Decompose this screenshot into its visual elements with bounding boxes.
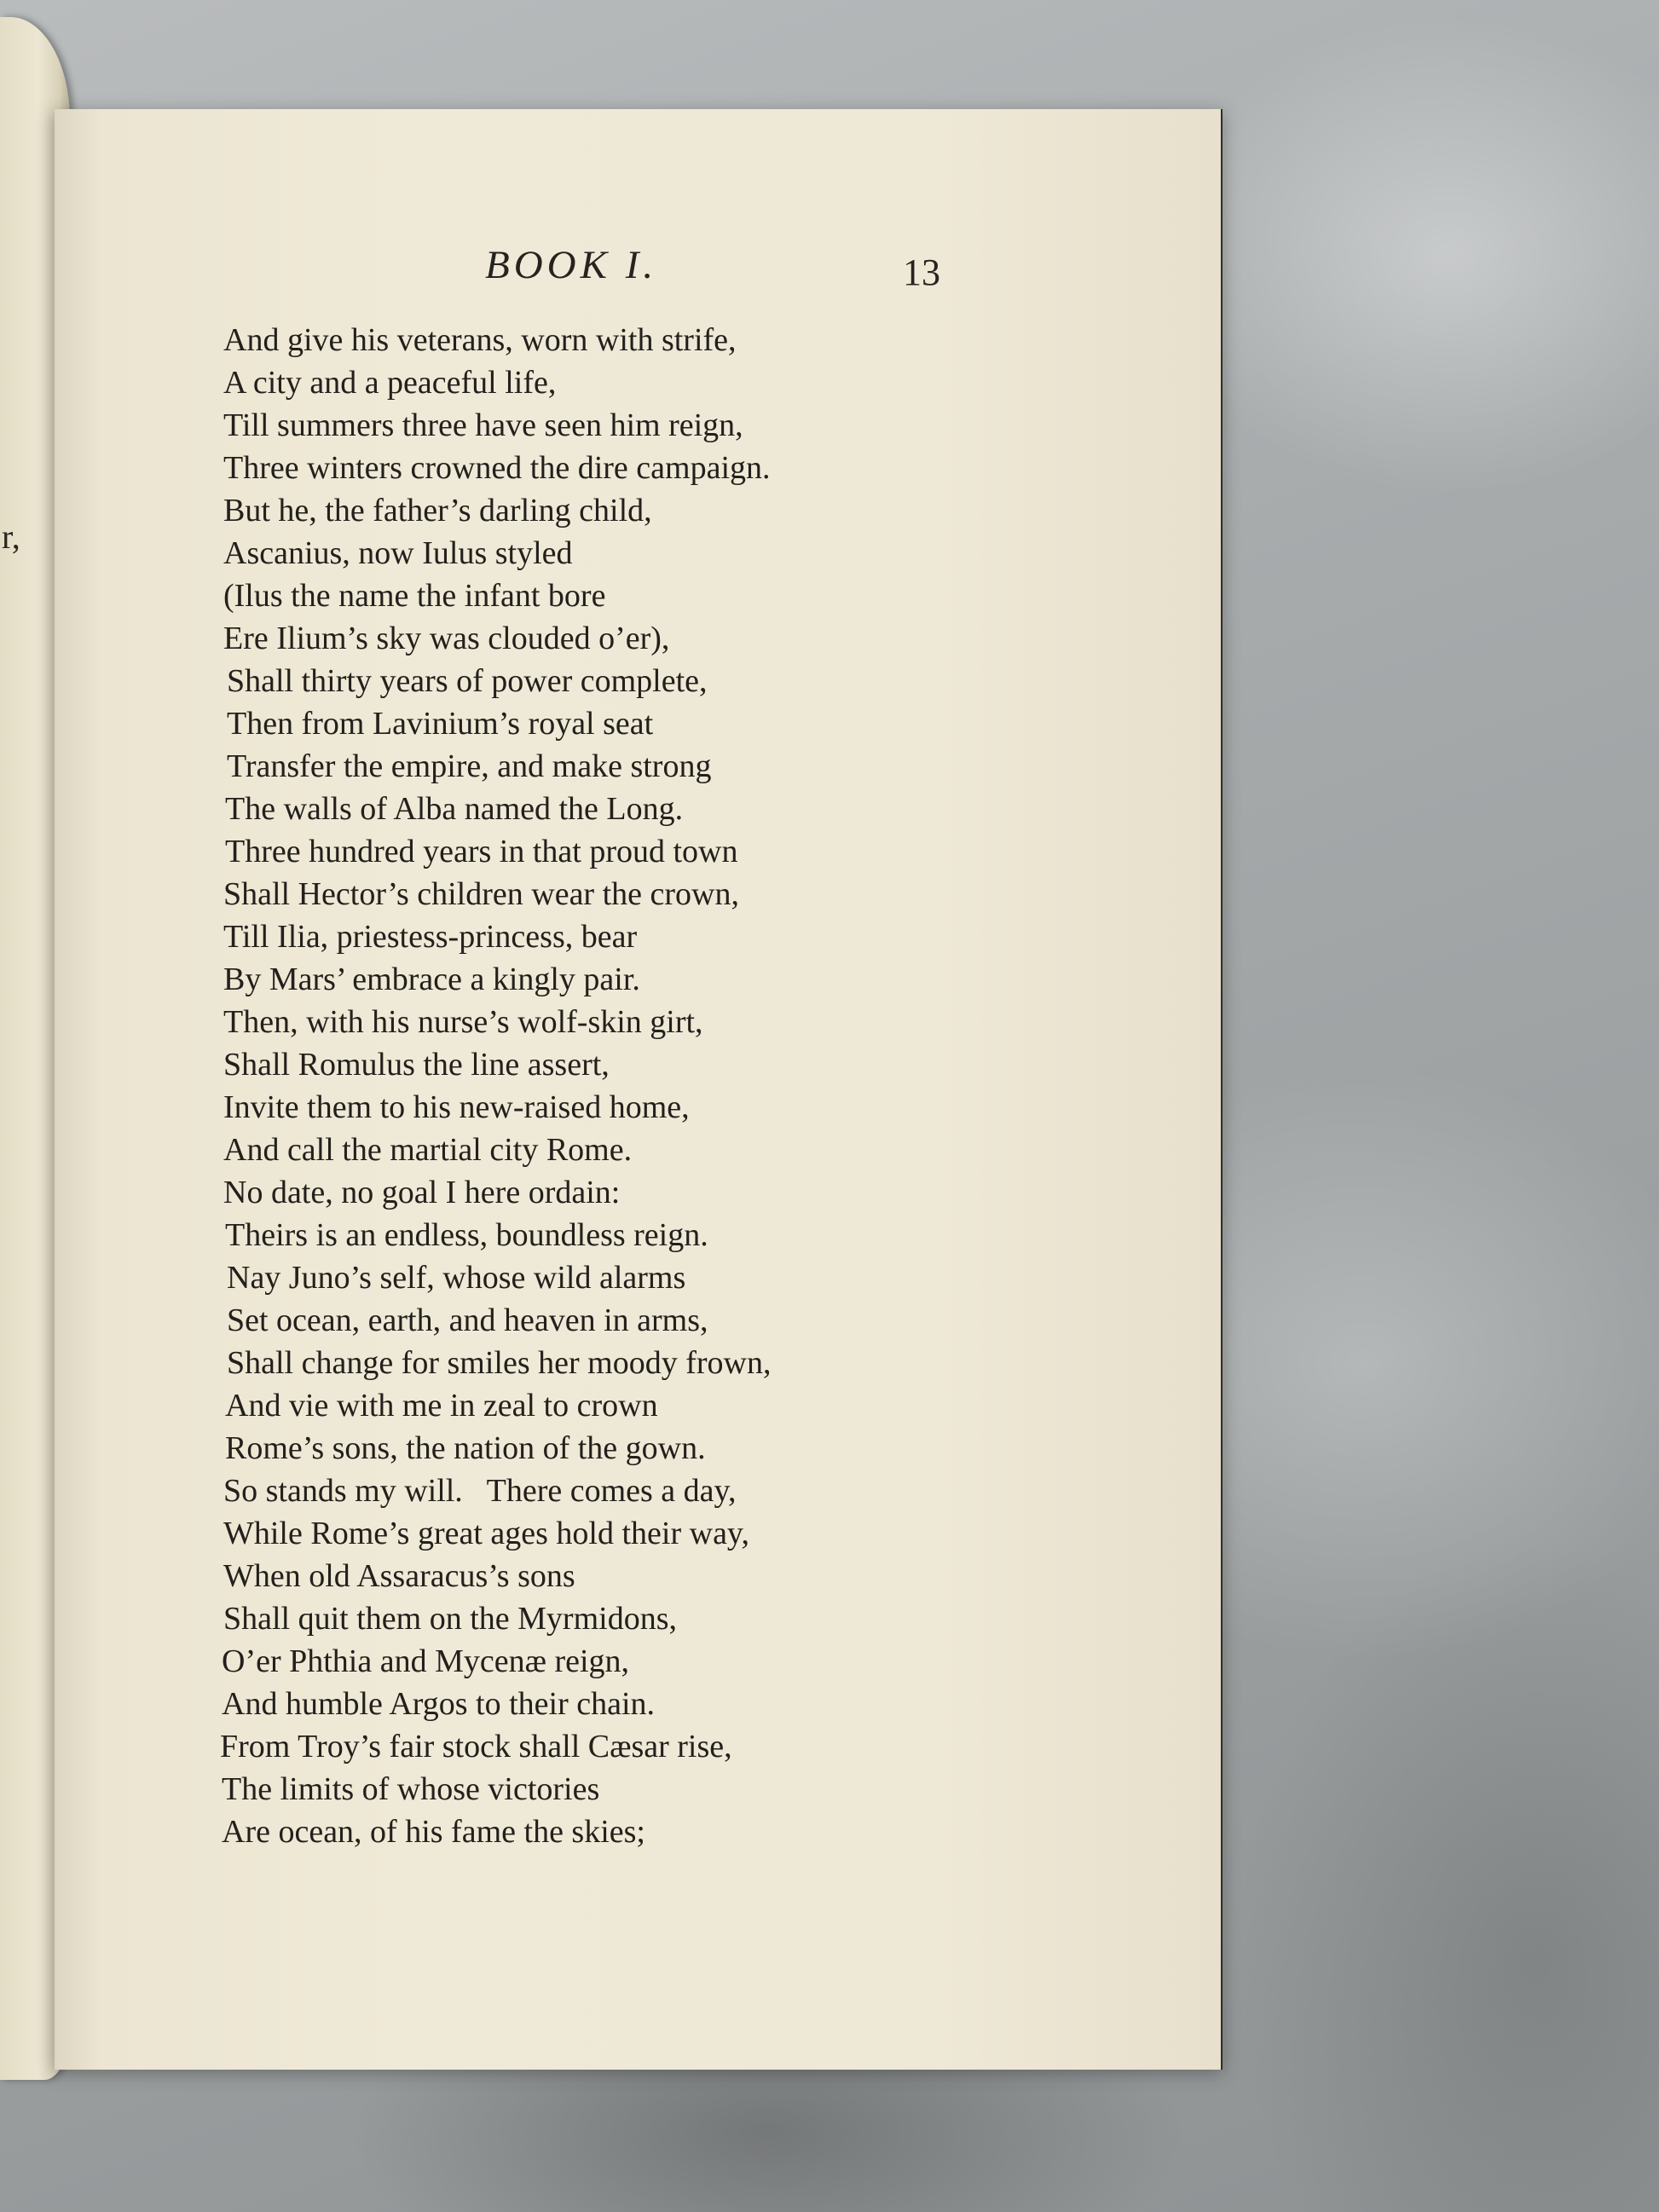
- verse-line: Set ocean, earth, and heaven in arms,: [227, 1302, 708, 1338]
- verse-line: And humble Argos to their chain.: [222, 1686, 656, 1722]
- verse-line: (Ilus the name the infant bore: [223, 578, 606, 614]
- verse-line: And call the martial city Rome.: [223, 1132, 633, 1168]
- verse-line: But he, the father’s darling child,: [223, 493, 652, 528]
- verse-line: So stands my will. There comes a day,: [223, 1473, 737, 1509]
- verse-line: By Mars’ embrace a kingly pair.: [223, 962, 640, 997]
- verse-line: Three winters crowned the dire campaign.: [223, 450, 771, 486]
- verse-line: Till summers three have seen him reign,: [223, 407, 743, 443]
- verse-line: Ascanius, now Iulus styled: [223, 535, 573, 571]
- verse-line: Theirs is an endless, boundless reign.: [225, 1217, 708, 1253]
- book-page: [55, 109, 1223, 2070]
- verse-line: No date, no goal I here ordain:: [223, 1175, 621, 1210]
- verse-line: Then from Lavinium’s royal seat: [227, 706, 654, 742]
- verse-line: Shall Hector’s children wear the crown,: [223, 876, 739, 912]
- running-title: BOOK I.: [485, 243, 658, 287]
- verse-line: While Rome’s great ages hold their way,: [223, 1516, 749, 1551]
- verse-line: When old Assaracus’s sons: [223, 1558, 575, 1594]
- verse-line: Then, with his nurse’s wolf-skin girt,: [223, 1004, 703, 1040]
- verse-line: Shall change for smiles her moody frown,: [227, 1345, 772, 1381]
- verse-line: Transfer the empire, and make strong: [227, 748, 712, 784]
- verse-line: Invite them to his new-raised home,: [223, 1089, 690, 1125]
- verse-line: Shall thirty years of power complete,: [227, 663, 708, 699]
- verse-line: A city and a peaceful life,: [223, 365, 557, 401]
- page-header: [55, 245, 1223, 314]
- verse-line: Three hundred years in that proud town: [225, 834, 738, 869]
- verse-line: Nay Juno’s self, whose wild alarms: [227, 1260, 686, 1296]
- verse-line: Rome’s sons, the nation of the gown.: [225, 1430, 706, 1466]
- verse-line: From Troy’s fair stock shall Cæsar rise,: [220, 1729, 732, 1764]
- verse-line: Are ocean, of his fame the skies;: [222, 1814, 645, 1850]
- verse-line: Ere Ilium’s sky was clouded o’er),: [223, 621, 670, 656]
- verse-line: The limits of whose victories: [222, 1771, 600, 1807]
- left-page-margin-mark: r,: [2, 517, 20, 556]
- verse-line: Shall quit them on the Myrmidons,: [223, 1601, 677, 1637]
- verse-line: O’er Phthia and Mycenæ reign,: [222, 1643, 630, 1679]
- verse-line: Shall Romulus the line assert,: [223, 1047, 610, 1083]
- page-number: 13: [903, 251, 940, 293]
- verse-line: And vie with me in zeal to crown: [225, 1388, 658, 1424]
- verse-line: Till Ilia, priestess-princess, bear: [223, 919, 638, 955]
- verse-line: The walls of Alba named the Long.: [225, 791, 684, 827]
- verse-line: And give his veterans, worn with strife,: [223, 322, 737, 358]
- verse-block: [222, 319, 1074, 1853]
